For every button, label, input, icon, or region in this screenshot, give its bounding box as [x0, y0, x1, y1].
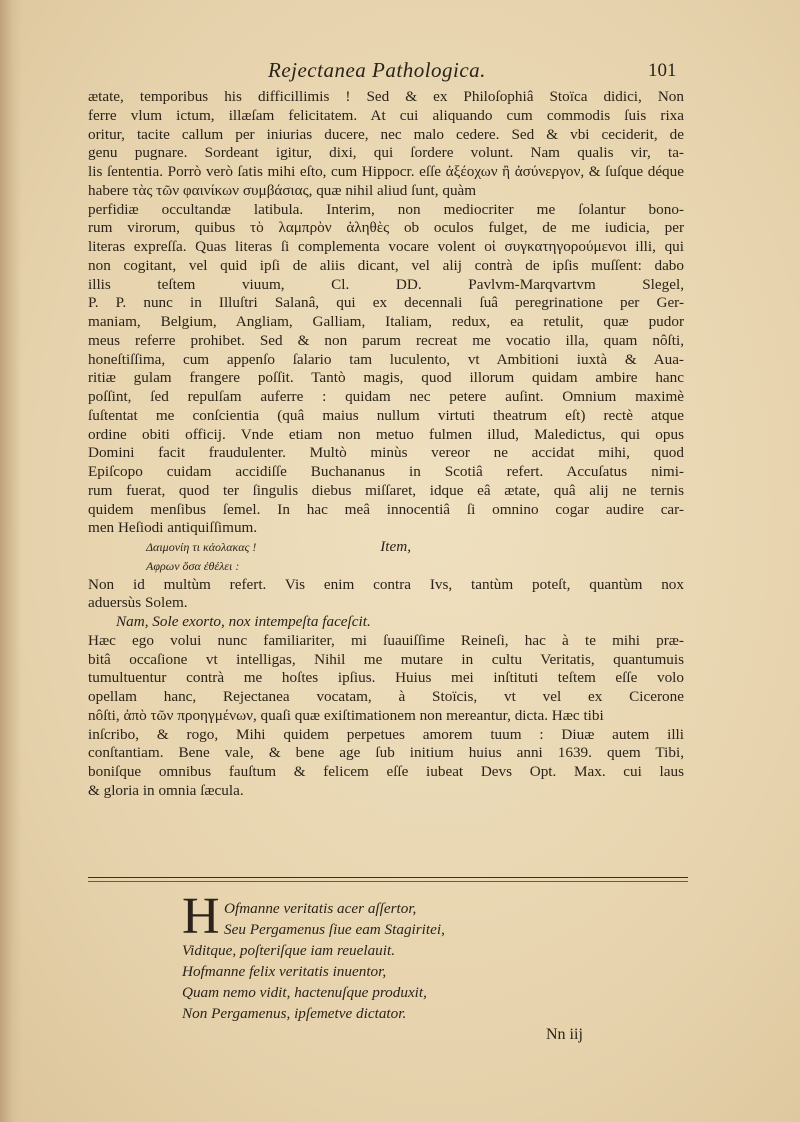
- running-title: Rejectanea Pathologica.: [268, 58, 486, 82]
- text-line: ritiæ gulam frangere poſſit. Tantò magis, quod illorum quidam ambire hanc: [88, 369, 684, 387]
- text-line: Domini facit fraudulenter. Multò minùs vereor ne accidat mihi, quod: [88, 444, 684, 462]
- text-line: maniam, Belgium, Angliam, Galliam, Italiam, redux, ea retulit, quæ pudor: [88, 313, 684, 330]
- catchword: Nn iij: [546, 1026, 583, 1043]
- text-line: quidem menſibus ſemel. In hac meâ innocentiâ ſi omnino cogar audire car-: [88, 500, 684, 518]
- text-line: P. P. nunc in Illuſtri Salanâ, qui ex decennali ſuâ peregrinatione per Ger-: [88, 294, 684, 312]
- main-text: [88, 88, 684, 801]
- text-line: honeſtiſſima, cum appenſo ſalario tam luculento, vt Ambitioni iuxtà & Aua-: [88, 350, 684, 368]
- text-line: bitâ occaſione vt intelligas, Nihil me mutare in cultu Veritatis, quantumuis: [88, 650, 684, 668]
- greek-verse: Αφρων ὅσα ἐθέλει :: [146, 558, 240, 573]
- greek-verse: Δαιμονίη τι κάολακας !: [146, 540, 257, 554]
- verse-label: Item,: [380, 538, 412, 555]
- text-line: poſſint, ſed repulſam auferre : quidam nec petere auſint. Omnium maximè: [88, 388, 684, 405]
- text-line: ordine obiti officij. Vnde etiam non metuo fulmen illud, Maledictus, qui opus: [88, 425, 684, 443]
- text-line: ſuſtentat me conſcientia (quâ maius nullum virtuti theatrum eſt) rectè atque: [88, 406, 684, 424]
- text-line: men Heſiodi antiquiſſimum.: [88, 519, 258, 537]
- divider-rule: [88, 881, 688, 882]
- text-line: opellam hanc, Rejectanea vocatam, à Stoïcis, vt vel ex Cicerone: [88, 688, 684, 705]
- page-header: [0, 58, 800, 88]
- text-line: lis ſententia. Porrò verò ſatis mihi eſto, cum Hippocr. eſſe ἀξέοχων ἢ ἀσύνεργον, & ſuſque déque habere τὰς τῶν φαινίκων συμβάσιας, quæ nihil aliud ſunt, quàm: [88, 163, 684, 199]
- text-line: ætate, temporibus his difficillimis ! Sed & ex Philoſophiâ Stoïca didici, Non: [88, 88, 684, 105]
- text-line: Non id multùm refert. Vis enim contra Ivs, tantùm poteſt, quantùm nox: [88, 575, 684, 593]
- text-line: genu pugnare. Sordeant igitur, dixi, qui ſordere volunt. Nam qualis vir, ta-: [88, 144, 684, 162]
- divider-rule: [88, 877, 688, 878]
- poem-line: Seu Pergamenus ſiue eam Stagiritei,: [224, 921, 445, 938]
- text-line: boniſque omnibus fauſtum & felicem eſſe iubeat Devs Opt. Max. cui laus: [88, 763, 684, 780]
- text-line: meus referre prohibet. Sed & non parum recreat me vocatio illa, quam nôſti,: [88, 331, 684, 349]
- quote-line: Nam, Sole exorto, nox intempeſta faceſcit.: [116, 613, 371, 630]
- text-line: perfidiæ occultandæ latibula. Interim, non mediocriter me ſolantur bono-: [88, 200, 684, 218]
- verse-line: [88, 557, 684, 576]
- poem-line: Viditque, poſteriſque iam reuelauit.: [182, 942, 396, 959]
- text-line: Hæc ego volui nunc familiariter, mi ſuauiſſime Reineſi, hac à te mihi præ-: [88, 631, 684, 649]
- text-line: conſtantiam. Bene vale, & bene age ſub initium huius anni 1639. quem Tibi,: [88, 744, 684, 762]
- text-line: aduersùs Solem.: [88, 594, 188, 612]
- text-line: Epiſcopo cuidam accidiſſe Buchananus in Scotiâ refert. Accuſatus nimi-: [88, 463, 684, 480]
- text-line: illis teſtem viuum, Cl. DD. Pavlvm-Marqvartvm Slegel,: [88, 275, 684, 293]
- page-number: 101: [648, 60, 677, 81]
- text-line: ferre vlum ictum, illæſam felicitatem. At cui aliquando cum commodis ſuis rixa: [88, 106, 684, 124]
- poem-line: Hofmanne felix veritatis inuentor,: [182, 963, 387, 980]
- text-line: literas expreſſa. Quas literas ſi complementa vocare volent οἱ συγκατηγορούμενοι illi, qui: [88, 238, 684, 255]
- poem-line: Ofmanne veritatis acer aſſertor,: [224, 900, 417, 917]
- verse-line: [88, 538, 684, 557]
- page-gutter-shadow: [0, 0, 22, 1122]
- text-line: & gloria in omnia ſæcula.: [88, 781, 244, 799]
- text-line: nôſti, ἀπὸ τῶν προηγμένων, quaſi quæ exiſtimationem non mereantur, dicta. Hæc tibi: [88, 706, 604, 724]
- poem-line: Non Pergamenus, ipſemetve dictator.: [182, 1005, 407, 1022]
- text-line: rum fuerat, quod ter ſingulis diebus miſſaret, idque eâ ætate, quâ alij ne ternis: [88, 481, 684, 499]
- poem-line: Quam nemo vidit, hactenuſque produxit,: [182, 984, 427, 1001]
- text-line: non cogitant, vel quid ipſi de aliis dicant, vel alij contrà de ipſis muſſent: dabo: [88, 256, 684, 274]
- text-line: rum virorum, quibus τὸ λαμπρὸν ἀληθὲς ob oculos fulget, de me iudicia, per: [88, 219, 684, 237]
- drop-capital: H: [182, 888, 220, 945]
- text-line: tumultuentur contrà me hoſtes ipſius. Huius mei inſtituti teſtem eſſe volo: [88, 669, 684, 687]
- dedicatory-poem: [182, 898, 602, 1024]
- text-line: oritur, tacite callum per iniurias ducere, nec malo cedere. Sed & vbi ceciderit, de: [88, 125, 684, 143]
- text-line: inſcribo, & rogo, Mihi quidem perpetues amorem tuum : Diuæ autem illi: [88, 725, 684, 743]
